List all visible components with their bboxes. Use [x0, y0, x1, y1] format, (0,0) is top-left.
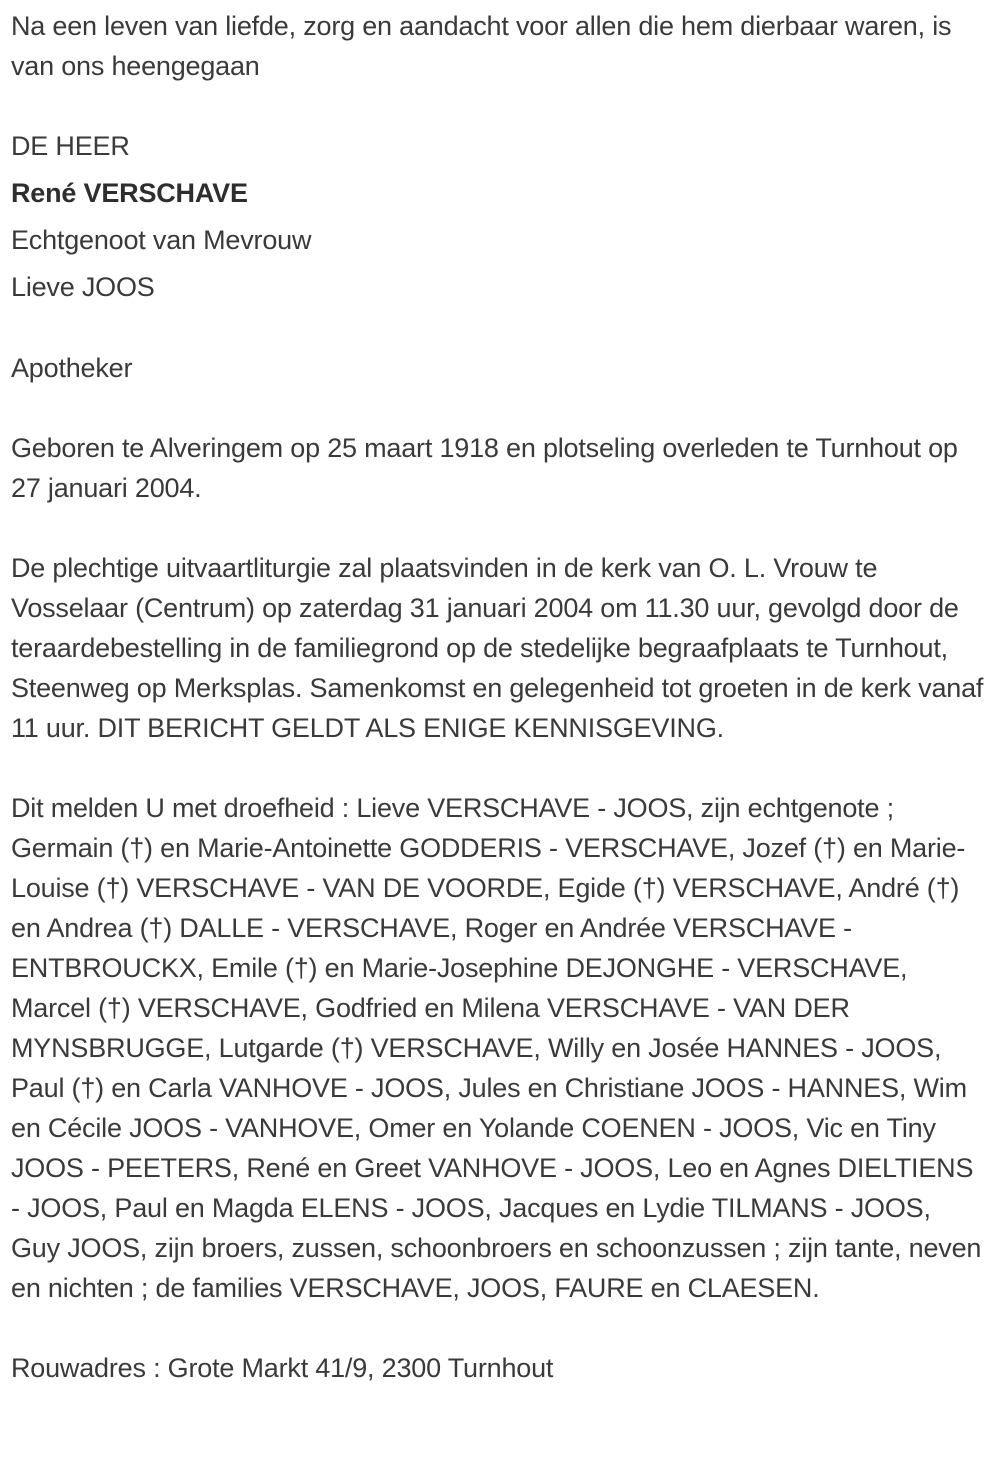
family-announcement-text: Dit melden U met droefheid : Lieve VERSCHAVE - JOOS, zijn echtgenote ; Germain (†) en Marie-Antoinette GODDERIS - VERSCHAVE, Jozef (†) en Marie-Louise (†) VERSCHAVE - VAN DE VOORDE, Egide (†) VERSCHAVE, André (†) en Andrea (†) DALLE - VERSCHAVE, Roger en Andrée VERSCHAVE - ENTBROUCKX, Emile (†) en Marie-Josephine DEJONGHE - VERSCHAVE, Marcel (†) VERSCHAVE, Godfried en Milena VERSCHAVE - VAN DER MYNSBRUGGE, Lutgarde (†) VERSCHAVE, Willy en Josée HANNES - JOOS, Paul (†) en Carla VANHOVE - JOOS, Jules en Christiane JOOS - HANNES, Wim en Cécile JOOS - VANHOVE, Omer en Yolande COENEN - JOOS, Vic en Tiny JOOS - PEETERS, René en Greet VANHOVE - JOOS, Leo en Agnes DIELTIENS - JOOS, Paul en Magda ELENS - JOOS, Jacques en Lydie TILMANS - JOOS, Guy JOOS, zijn broers, zussen, schoonbroers en schoonzussen ; zijn tante, neven en nichten ; de families VERSCHAVE, JOOS, FAURE en CLAESEN.	[11, 793, 982, 1303]
life-dates-text: Geboren te Alveringem op 25 maart 1918 en plotseling overleden te Turnhout op 27 januari 2004.	[11, 433, 958, 503]
deceased-name: René VERSCHAVE	[11, 178, 248, 208]
spouse-prefix-text: Echtgenoot van Mevrouw	[11, 225, 312, 255]
intro-text: Na een leven van liefde, zorg en aandacht voor allen die hem dierbaar waren, is van ons heengegaan	[11, 11, 952, 81]
salutation-text: DE HEER	[11, 131, 130, 161]
ceremony-text: De plechtige uitvaartliturgie zal plaatsvinden in de kerk van O. L. Vrouw te Vosselaar (Centrum) op zaterdag 31 januari 2004 om 11.30 uur, gevolgd door de teraardebestelling in de familiegrond op de stedelijke begraafplaats te Turnhout, Steenweg op Merksplas. Samenkomst en gelegenheid tot groeten in de kerk vanaf 11 uur. DIT BERICHT GELDT ALS ENIGE KENNISGEVING.	[11, 553, 984, 743]
profession-text: Apotheker	[11, 353, 133, 383]
spouse-name: Lieve JOOS	[11, 272, 155, 302]
mourning-address-text: Rouwadres : Grote Markt 41/9, 2300 Turnhout	[11, 1353, 554, 1383]
